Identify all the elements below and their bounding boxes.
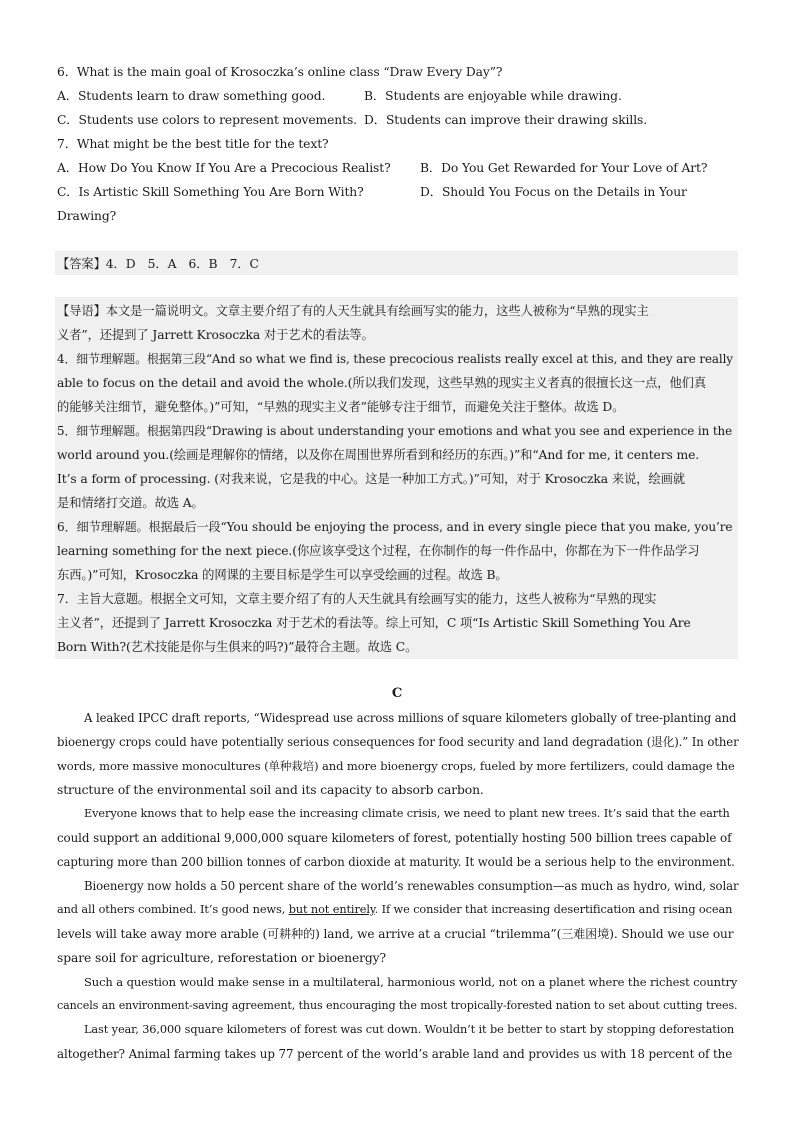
passage-line: A leaked IPCC draft reports, “Widespread use across millions of square kilometers globally of tree-planting and: [84, 711, 737, 725]
explanation-line: able to focus on the detail and avoid the whole.(所以我们发现，这些早熟的现实主义者真的很擅长这一点，他们真: [57, 376, 707, 390]
question-6-option-b: B．Students are enjoyable while drawing.: [364, 89, 622, 103]
passage-text: . If we consider that increasing desertification and rising ocean: [374, 903, 733, 916]
passage-line: Everyone knows that to help ease the increasing climate crisis, we need to plant new trees. It’s said that the earth: [84, 807, 730, 820]
explanation-line: 义者”，还提到了 Jarrett Krosoczka 对于艺术的看法等。: [57, 328, 374, 342]
passage-line: Last year, 36,000 square kilometers of forest was cut down. Wouldn’t it be better to start by stopping deforestation: [84, 1023, 735, 1036]
explanation-line: Born With?(艺术技能是你与生俱来的吗?)”最符合主题。故选 C。: [57, 640, 418, 654]
passage-line: Such a question would make sense in a multilateral, harmonious world, not on a planet where the richest country: [84, 975, 738, 989]
explanation-line: 【导语】本文是一篇说明文。文章主要介绍了有的人天生就具有绘画写实的能力，这些人被称为“早熟的现实主: [57, 304, 649, 318]
question-7-option-d-continued: Drawing?: [57, 209, 117, 223]
question-6-row-2: [57, 108, 648, 132]
passage-heading: C: [391, 686, 403, 701]
explanation-line: 主义者”，还提到了 Jarrett Krosoczka 对于艺术的看法等。综上可知，C 项“Is Artistic Skill Something You Are: [57, 616, 691, 630]
passage-line: bioenergy crops could have potentially serious consequences for food security and land degradation (退化).” In other: [57, 735, 739, 749]
explanation-line: 4．细节理解题。根据第三段“And so what we find is, these precocious realists really excel at this, and they are really: [57, 352, 733, 366]
question-6-stem: 6．What is the main goal of Krosoczka’s online class “Draw Every Day”?: [57, 65, 503, 79]
explanation-line: learning something for the next piece.(你应该享受这个过程，在你制作的每一件作品中，你都在为下一件作品学习: [57, 544, 700, 558]
passage-line: capturing more than 200 billion tonnes of carbon dioxide at maturity. It would be a serious help to the environment.: [57, 855, 735, 869]
passage-line: Bioenergy now holds a 50 percent share of the world’s renewables consumption—as much as hydro, wind, solar: [84, 879, 739, 893]
explanation-line: 5．细节理解题。根据第四段“Drawing is about understanding your emotions and what you see and experience in the: [57, 424, 733, 438]
question-7-option-c: C．Is Artistic Skill Something You Are Born With?: [57, 185, 364, 199]
question-6-row-1: [57, 84, 622, 108]
explanation-line: 6．细节理解题。根据最后一段“You should be enjoying the process, and in every single piece that you make, you’re: [57, 520, 733, 534]
explanation-line: It’s a form of processing. (对我来说，它是我的中心。这是一种加工方式。)”可知，对于 Krosoczka 来说，绘画就: [57, 472, 685, 486]
question-7-row-1: [57, 156, 708, 180]
passage-text: and all others combined. It’s good news,: [57, 903, 289, 916]
question-7-option-d: D．Should You Focus on the Details in Your: [420, 185, 687, 199]
passage-line: cancels an environment-saving agreement, thus encouraging the most tropically-forested nation to set about cutting trees.: [57, 999, 738, 1012]
question-7-option-b: B．Do You Get Rewarded for Your Love of Art?: [420, 161, 708, 175]
passage-line: structure of the environmental soil and its capacity to absorb carbon.: [57, 783, 484, 797]
underlined-phrase: but not entirely: [288, 903, 375, 916]
passage-line: altogether? Animal farming takes up 77 percent of the world’s arable land and provides us with 18 percent of the: [57, 1047, 733, 1061]
passage-line: spare soil for agriculture, reforestation or bioenergy?: [57, 951, 387, 965]
passage-line: words, more massive monocultures (单种栽培) and more bioenergy crops, fueled by more fertilizers, could damage the: [57, 759, 735, 773]
question-7-stem: 7．What might be the best title for the text?: [57, 137, 329, 151]
passage-line: could support an additional 9,000,000 square kilometers of forest, potentially hosting 500 billion trees capable of: [57, 831, 732, 845]
question-7-row-2: [57, 180, 687, 204]
explanation-line: world around you.(绘画是理解你的情绪，以及你在周围世界所看到和经历的东西。)”和“And for me, it centers me.: [57, 448, 700, 462]
question-6-option-c: C．Students use colors to represent movements.: [57, 113, 357, 127]
passage-line: levels will take away more arable (可耕种的) land, we arrive at a crucial “trilemma”(三难困境). Should we use our: [57, 927, 734, 941]
explanation-line: 是和情绪打交道。故选 A。: [57, 496, 204, 510]
answer-key: 【答案】4．D 5．A 6．B 7．C: [57, 257, 259, 271]
explanation-line: 的能够关注细节，避免整体。)”可知，“早熟的现实主义者”能够专注于细节，而避免关注于整体。故选 D。: [57, 400, 625, 414]
explanation-line: 东西。)”可知，Krosoczka 的网课的主要目标是学生可以享受绘画的过程。故选 B。: [57, 568, 508, 582]
explanation-line: 7．主旨大意题。根据全文可知，文章主要介绍了有的人天生就具有绘画写实的能力，这些人被称为“早熟的现实: [57, 592, 657, 606]
passage-line: [57, 898, 732, 922]
question-7-option-a: A．How Do You Know If You Are a Precocious Realist?: [57, 161, 391, 175]
question-6-option-a: A．Students learn to draw something good.: [57, 89, 326, 103]
question-6-option-d: D．Students can improve their drawing skills.: [364, 113, 648, 127]
